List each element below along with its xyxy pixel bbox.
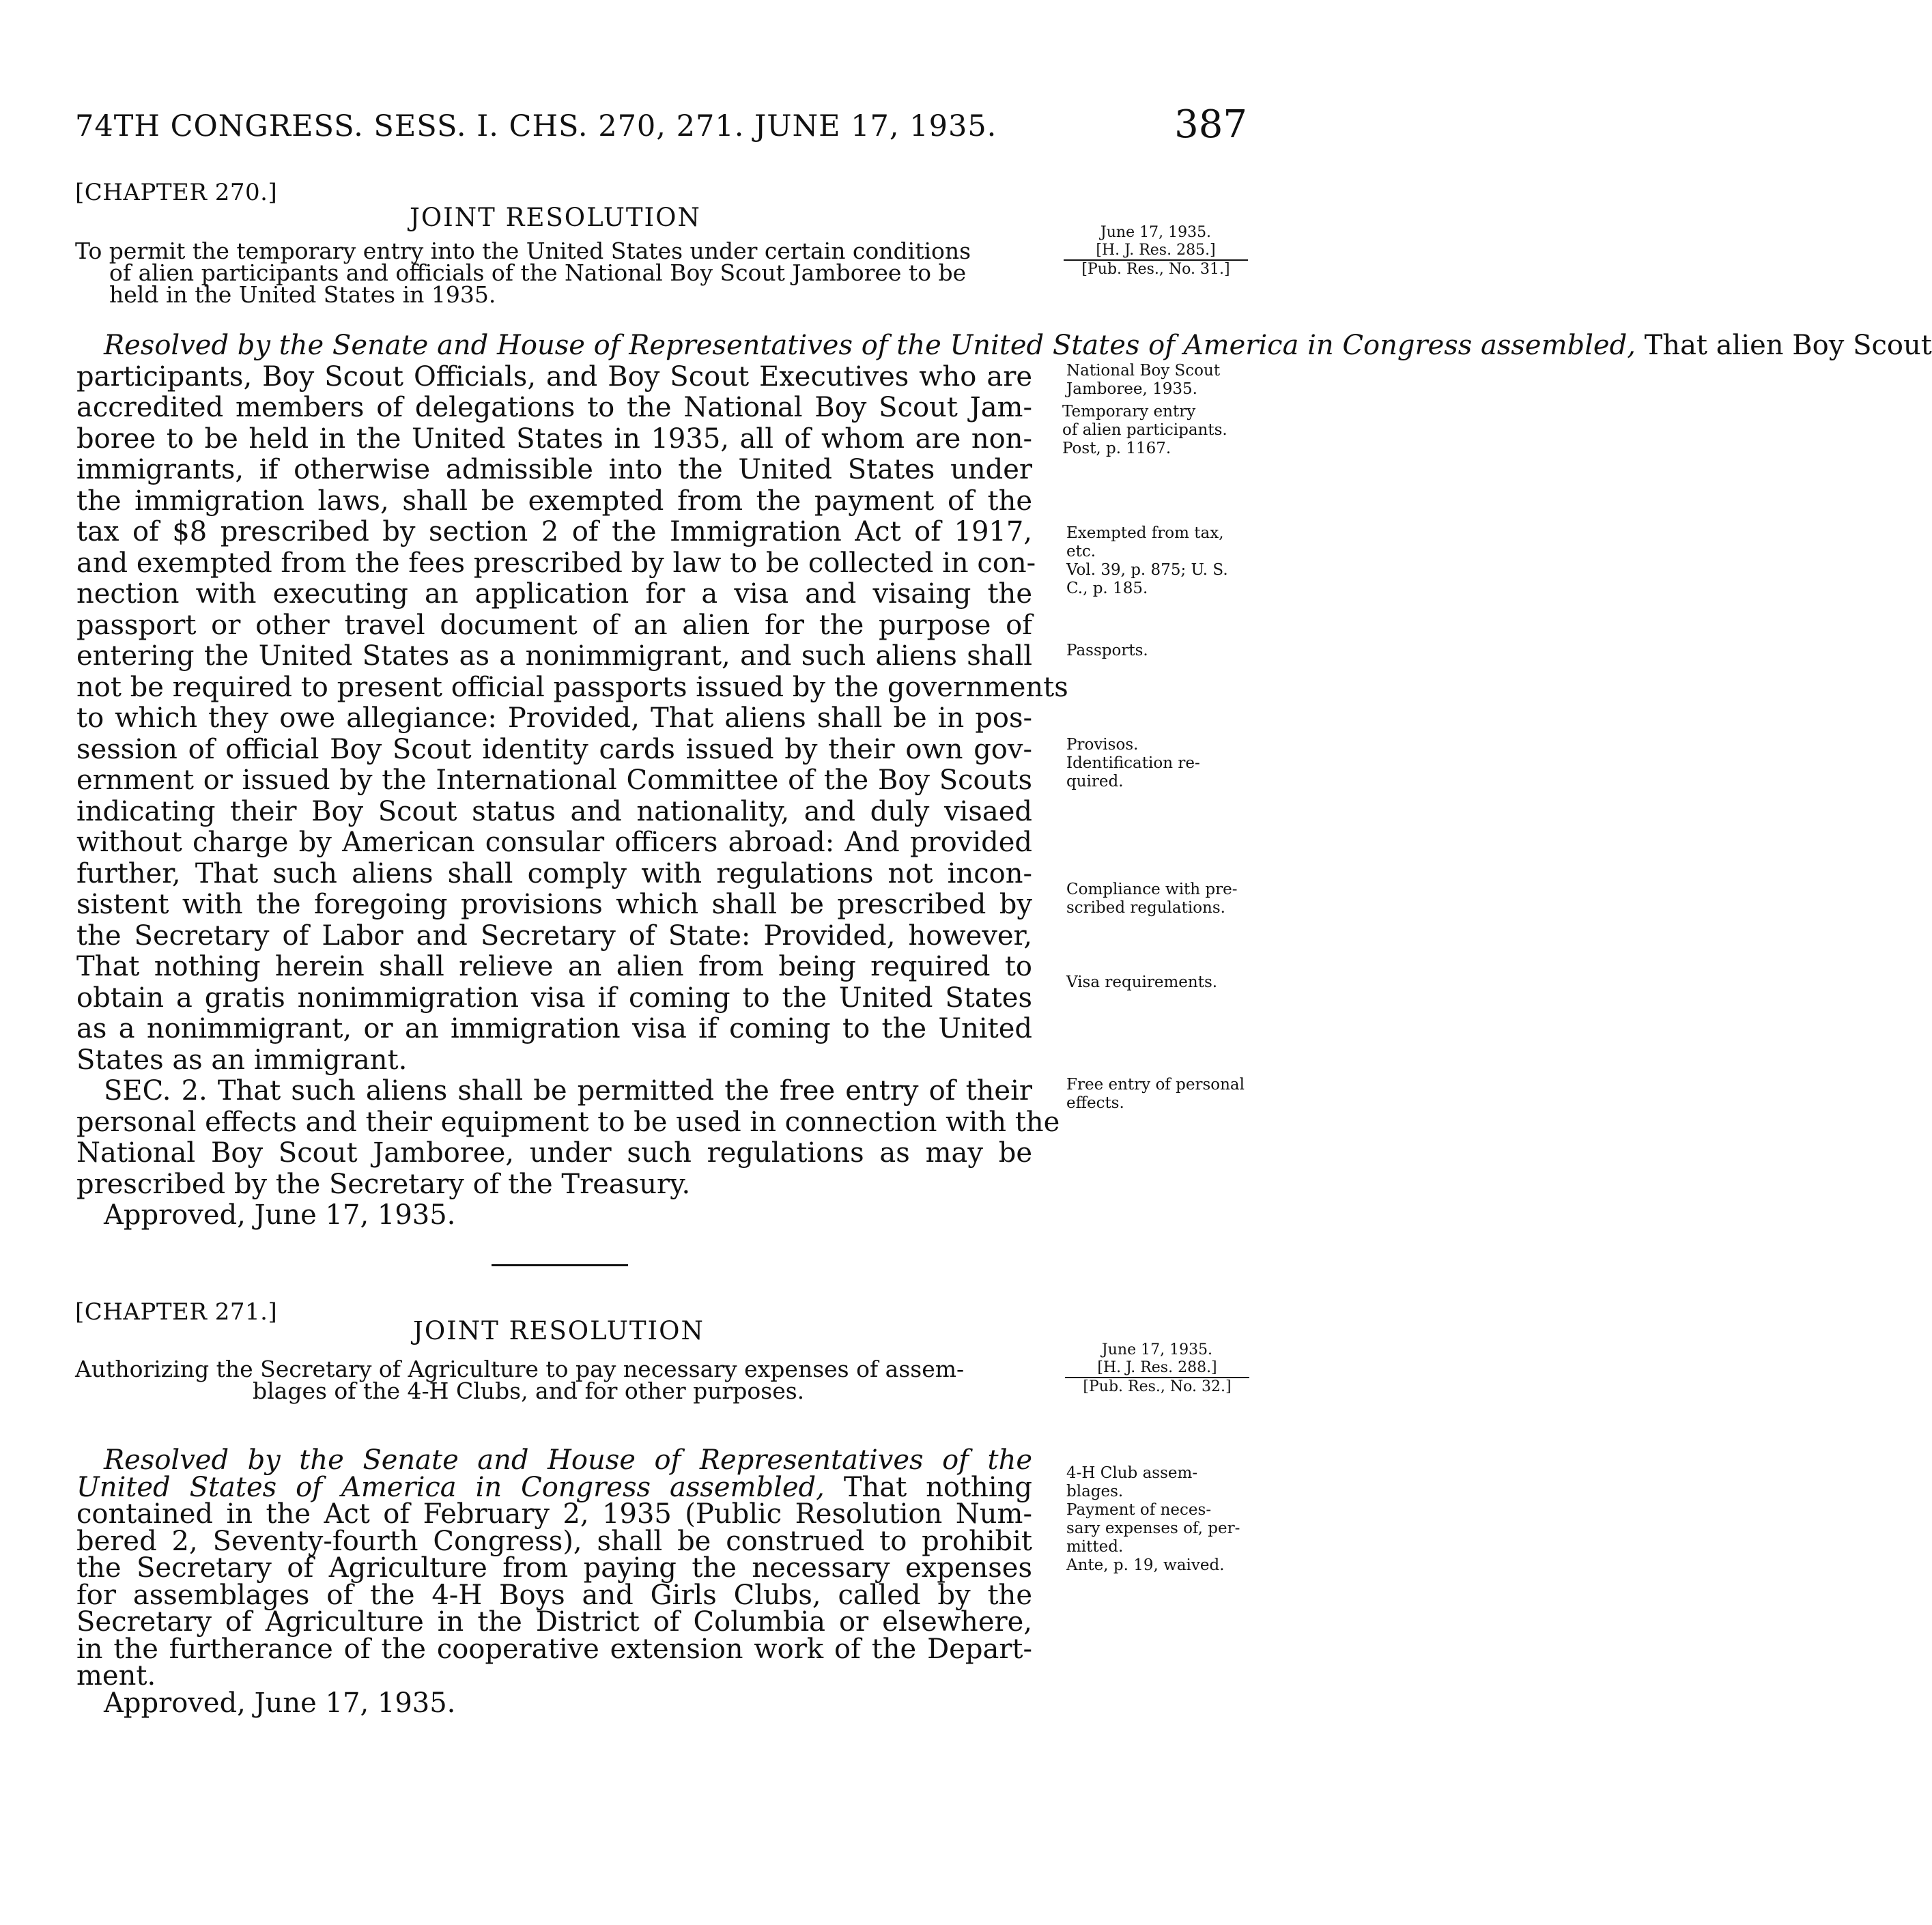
side-note-line: Temporary entry bbox=[1062, 403, 1196, 420]
side-note-line: quired. bbox=[1066, 773, 1124, 790]
body-line: and exempted from the fees prescribed by law to be collected in con- bbox=[76, 547, 1036, 579]
body-line: nection with executing an application for a visa and visaing the bbox=[76, 578, 1032, 610]
body-line: Secretary of Agriculture in the District of Columbia or elsewhere, bbox=[76, 1606, 1032, 1638]
side-note bbox=[1062, 403, 1227, 458]
side-note bbox=[1066, 881, 1238, 917]
side-note-line: Compliance with pre- bbox=[1066, 881, 1238, 898]
citation-res: [H. J. Res. 288.] bbox=[1097, 1359, 1217, 1376]
body-line: the immigration laws, shall be exempted from the payment of the bbox=[76, 485, 1032, 517]
side-note-line: Ante, p. 19, waived. bbox=[1066, 1556, 1225, 1574]
approved-line: Approved, June 17, 1935. bbox=[104, 1687, 456, 1719]
body-line: prescribed by the Secretary of the Treasury. bbox=[76, 1168, 691, 1200]
running-head bbox=[75, 109, 997, 143]
side-note-line: Jamboree, 1935. bbox=[1066, 380, 1197, 398]
chapter-271-heading: JOINT RESOLUTION bbox=[413, 1316, 705, 1345]
side-note-line: Exempted from tax, bbox=[1066, 524, 1224, 542]
side-note-visa: Visa requirements. bbox=[1066, 973, 1218, 991]
body-line: accredited members of delegations to the National Boy Scout Jam- bbox=[76, 392, 1032, 423]
side-note-passports: Passports. bbox=[1066, 642, 1148, 659]
citation-pub: [Pub. Res., No. 31.] bbox=[1081, 261, 1230, 278]
side-note bbox=[1066, 1464, 1240, 1575]
chapter-271-title bbox=[75, 1358, 1045, 1402]
side-note-line: Identification re- bbox=[1066, 754, 1200, 772]
title-line: blages of the 4-H Clubs, and for other purposes. bbox=[253, 1378, 805, 1404]
title-line: held in the United States in 1935. bbox=[109, 281, 496, 308]
side-note-line: Provisos. bbox=[1066, 736, 1139, 754]
chapter-270-heading: JOINT RESOLUTION bbox=[410, 203, 701, 232]
citation-date: June 17, 1935. bbox=[1100, 224, 1212, 241]
body-line: bered 2, Seventy-fourth Congress), shall be construed to prohibit bbox=[76, 1525, 1032, 1557]
body-line: SEC. 2. That such aliens shall be permitted the free entry of their bbox=[104, 1075, 1032, 1107]
body-line: contained in the Act of February 2, 1935 (Public Resolution Num- bbox=[76, 1498, 1032, 1530]
side-note-line: Payment of neces- bbox=[1066, 1501, 1212, 1519]
body-line: to which they owe allegiance: Provided, That aliens shall be in pos- bbox=[76, 702, 1032, 734]
citation-res: [H. J. Res. 285.] bbox=[1096, 242, 1216, 259]
title-line: of alien participants and officials of the National Boy Scout Jamboree to be bbox=[109, 259, 967, 286]
body-line: as a nonimmigrant, or an immigration visa if coming to the United bbox=[76, 1013, 1032, 1044]
enactment-line: Resolved by the Senate and House of Representatives of the United States of America in Congress assembled, That alien Boy Scout bbox=[104, 330, 1932, 361]
side-note-line: effects. bbox=[1066, 1094, 1124, 1112]
chapter-271-body bbox=[76, 1444, 1032, 1719]
section-divider bbox=[492, 1264, 628, 1266]
side-note-line: C., p. 185. bbox=[1066, 580, 1148, 597]
chapter-271-label: [CHAPTER 271.] bbox=[75, 1298, 278, 1326]
body-line: entering the United States as a nonimmigrant, and such aliens shall bbox=[76, 640, 1032, 672]
body-line: passport or other travel document of an alien for the purpose of bbox=[76, 609, 1032, 641]
body-line: indicating their Boy Scout status and nationality, and duly visaed bbox=[76, 795, 1032, 827]
side-note-line: sary expenses of, per- bbox=[1066, 1520, 1240, 1537]
side-note-line: Free entry of personal bbox=[1066, 1076, 1245, 1094]
citation-pub: [Pub. Res., No. 32.] bbox=[1083, 1378, 1232, 1395]
enactment-clause: Resolved by the Senate and House of Representatives of the United States of America in Congress assembled, bbox=[104, 330, 1636, 361]
side-note bbox=[1066, 1076, 1245, 1113]
body-line: sistent with the foregoing provisions which shall be prescribed by bbox=[76, 889, 1032, 920]
page-number: 387 bbox=[1174, 102, 1247, 147]
body-line: obtain a gratis nonimmigration visa if coming to the United States bbox=[76, 982, 1032, 1014]
body-line: participants, Boy Scout Officials, and Boy Scout Executives who are bbox=[76, 360, 1032, 393]
body-line: National Boy Scout Jamboree, under such regulations as may be bbox=[76, 1137, 1032, 1169]
side-note bbox=[1066, 362, 1220, 399]
chapter-270-citation bbox=[1064, 224, 1248, 279]
chapter-270-label: [CHAPTER 270.] bbox=[75, 179, 278, 206]
side-note-line: mitted. bbox=[1066, 1538, 1124, 1556]
body-line: ernment or issued by the International Committee of the Boy Scouts bbox=[76, 765, 1032, 796]
body-line: ment. bbox=[76, 1660, 156, 1692]
body-line: immigrants, if otherwise admissible into the United States under bbox=[76, 454, 1032, 485]
chapter-271-citation bbox=[1065, 1341, 1249, 1396]
side-note-line: of alien participants. bbox=[1062, 421, 1227, 439]
body-line: personal effects and their equipment to be used in connection with the bbox=[76, 1106, 1060, 1138]
body-line: further, That such aliens shall comply with regulations not incon- bbox=[76, 857, 1032, 889]
body-line: That nothing herein shall relieve an alien from being required to bbox=[76, 951, 1032, 982]
title-line: Authorizing the Secretary of Agriculture to pay necessary expenses of assem- bbox=[75, 1356, 965, 1382]
chapter-270-title bbox=[75, 240, 1038, 306]
side-note-line: blages. bbox=[1066, 1483, 1124, 1500]
enactment-line-2: United States of America in Congress assembled, That nothing bbox=[76, 1471, 1032, 1503]
body-line: for assemblages of the 4-H Boys and Girls Clubs, called by the bbox=[76, 1579, 1032, 1611]
side-note bbox=[1066, 736, 1200, 791]
side-note-line: Vol. 39, p. 875; U. S. bbox=[1066, 561, 1228, 579]
body-line: the Secretary of Agriculture from paying the necessary expenses bbox=[76, 1552, 1032, 1584]
side-note-line: scribed regulations. bbox=[1066, 899, 1225, 917]
side-note-line: 4-H Club assem- bbox=[1066, 1464, 1198, 1482]
body-line: boree to be held in the United States in 1935, all of whom are non- bbox=[76, 423, 1032, 455]
body-line: session of official Boy Scout identity cards issued by their own gov- bbox=[76, 733, 1032, 765]
body-line: States as an immigrant. bbox=[76, 1044, 408, 1076]
approved-line: Approved, June 17, 1935. bbox=[104, 1199, 456, 1231]
body-line: without charge by American consular officers abroad: And provided bbox=[76, 827, 1032, 858]
side-note bbox=[1066, 524, 1228, 598]
body-line: not be required to present official passports issued by the governments bbox=[76, 671, 1068, 703]
side-note-line: etc. bbox=[1066, 543, 1096, 560]
running-head-text: 74TH CONGRESS. SESS. I. CHS. 270, 271. JUNE 17, 1935. bbox=[75, 109, 997, 143]
body-line: in the furtherance of the cooperative extension work of the Depart- bbox=[76, 1633, 1032, 1665]
title-line: To permit the temporary entry into the United States under certain conditions bbox=[75, 238, 971, 264]
enactment-line-1: Resolved by the Senate and House of Representatives of the bbox=[104, 1444, 1032, 1476]
citation-date: June 17, 1935. bbox=[1101, 1341, 1213, 1358]
side-note-line: Post, p. 1167. bbox=[1062, 440, 1171, 457]
side-note-line: National Boy Scout bbox=[1066, 362, 1221, 380]
body-line: the Secretary of Labor and Secretary of State: Provided, however, bbox=[76, 919, 1032, 952]
body-line: tax of $8 prescribed by section 2 of the Immigration Act of 1917, bbox=[76, 516, 1032, 547]
